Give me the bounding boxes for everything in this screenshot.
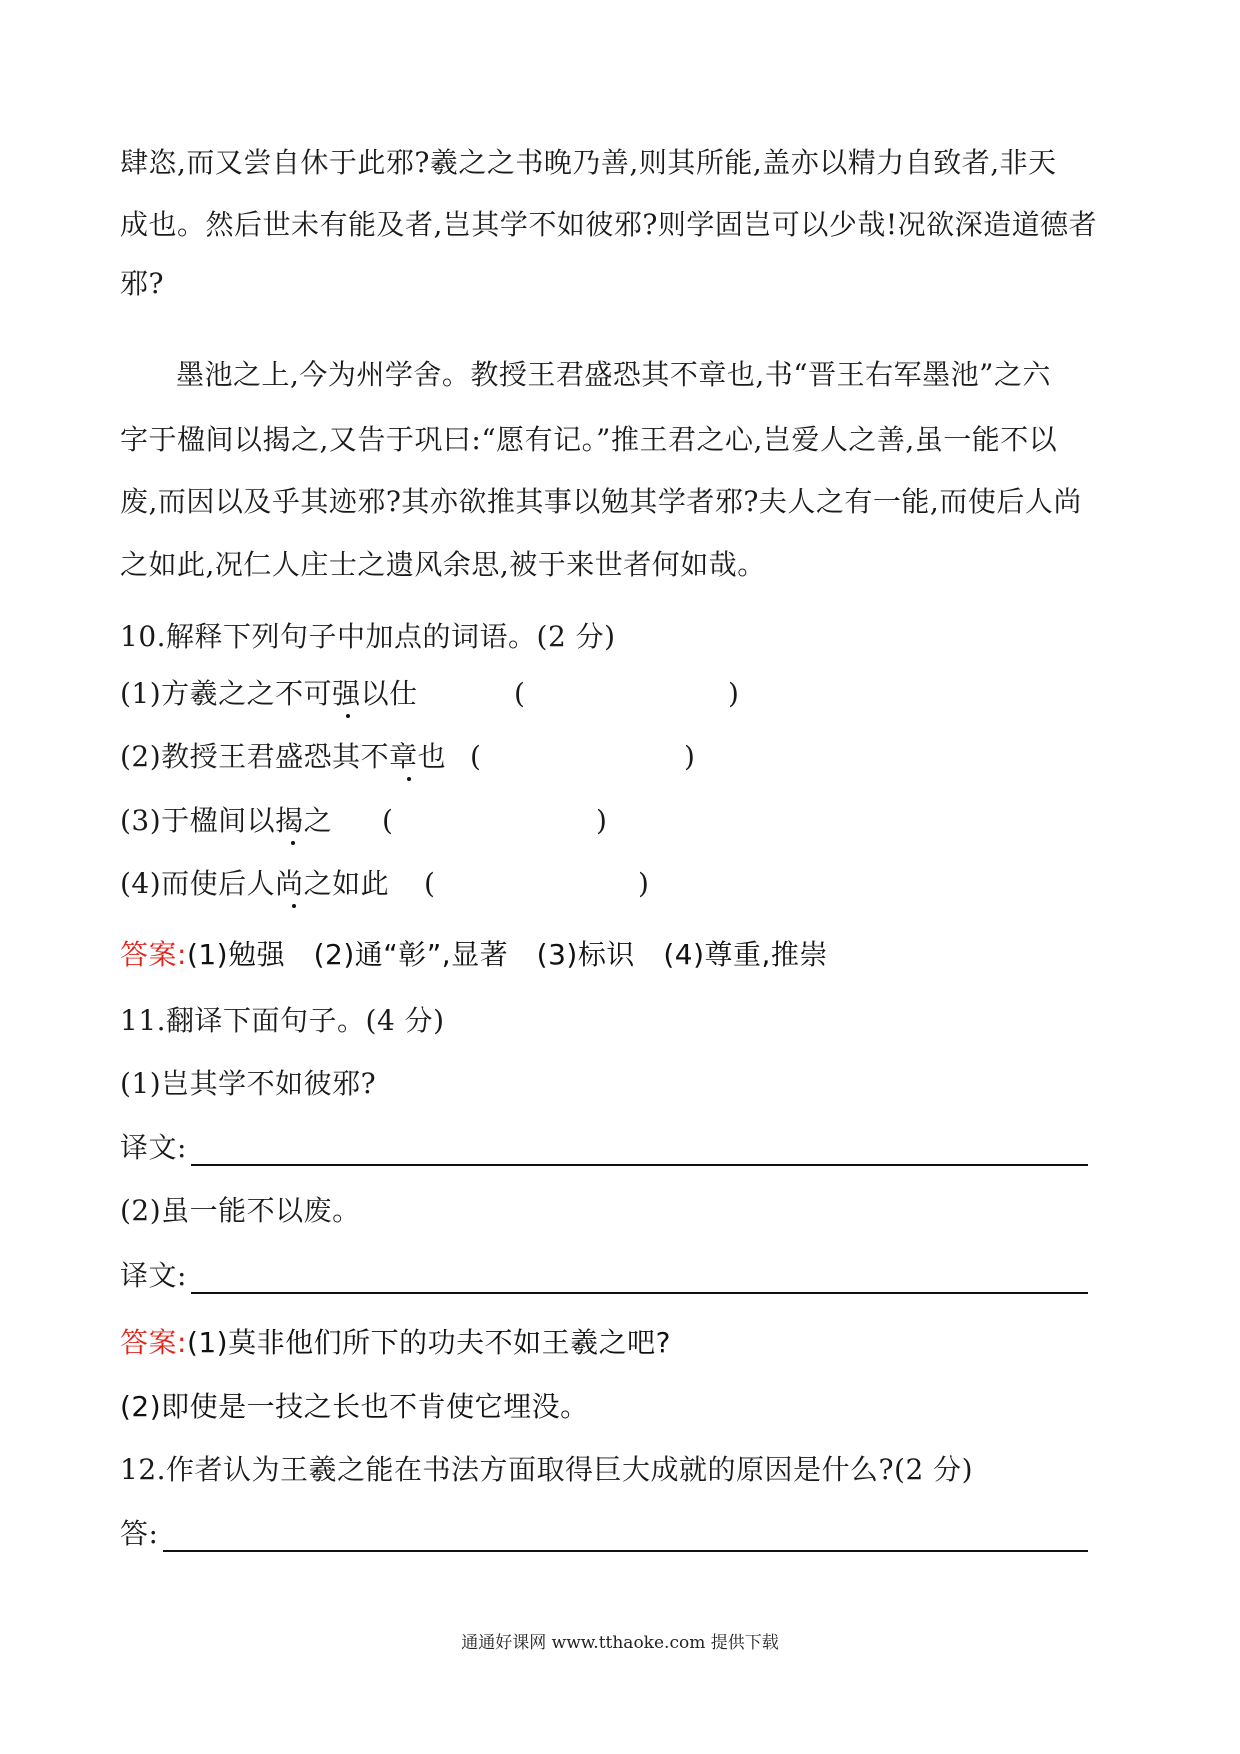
q10-item-2-close-paren: ) [684, 740, 695, 773]
emphasis-dot [292, 904, 296, 908]
q10-item-4-close-paren: ) [638, 867, 649, 900]
q12-answer-label: 答: [120, 1517, 159, 1550]
answer-text: (1)莫非他们所下的功夫不如王羲之吧? [186, 1326, 671, 1359]
answer-line [191, 1292, 1088, 1294]
q10-item-4: (4)而使后人尚之如此 [120, 867, 390, 900]
emphasis-dot [407, 777, 411, 781]
q10-item-4-open-paren: ( [424, 867, 435, 900]
passage-line: 墨池之上,今为州学舍。教授王君盛恐其不章也,书“晋王右军墨池”之六 [176, 358, 1051, 391]
q10-item-1: (1)方羲之之不可强以仕 [120, 677, 418, 710]
q10-item-3-close-paren: ) [596, 804, 607, 837]
q10-item-3-open-paren: ( [382, 804, 393, 837]
passage-line: 邪? [120, 267, 165, 300]
q10-item-1-open-paren: ( [514, 677, 525, 710]
question-10-title: 10.解释下列句子中加点的词语。(2 分) [120, 620, 616, 653]
q10-item-2-open-paren: ( [470, 740, 481, 773]
passage-line: 废,而因以及乎其迹邪?其亦欲推其事以勉其学者邪?夫人之有一能,而使后人尚 [120, 485, 1082, 518]
question-11-title: 11.翻译下面句子。(4 分) [120, 1004, 445, 1037]
answer-text: (1)勉强 (2)通“彰”,显著 (3)标识 (4)尊重,推崇 [186, 938, 828, 971]
q11-translation-1-label: 译文: [120, 1131, 187, 1164]
answer-label: 答案: [120, 1326, 187, 1359]
q11-sentence-2: (2)虽一能不以废。 [120, 1194, 361, 1227]
q11-answer-2: (2)即使是一技之长也不肯使它埋没。 [120, 1390, 589, 1423]
q10-answer [120, 935, 828, 975]
emphasis-dot [291, 841, 295, 845]
passage-line: 字于楹间以揭之,又告于巩曰:“愿有记。”推王君之心,岂爱人之善,虽一能不以 [120, 423, 1058, 456]
answer-line [163, 1550, 1088, 1552]
q11-answer-1 [120, 1323, 671, 1363]
page-footer: 通通好课网 www.tthaoke.com 提供下载 [461, 1633, 779, 1653]
answer-line [191, 1164, 1088, 1166]
q10-item-1-close-paren: ) [728, 677, 739, 710]
q11-sentence-1: (1)岂其学不如彼邪? [120, 1067, 377, 1100]
passage-line: 之如此,况仁人庄士之遗风余思,被于来世者何如哉。 [120, 548, 766, 581]
q10-item-3: (3)于楹间以揭之 [120, 804, 333, 837]
question-12-title: 12.作者认为王羲之能在书法方面取得巨大成就的原因是什么?(2 分) [120, 1453, 974, 1486]
q11-translation-2-label: 译文: [120, 1259, 187, 1292]
q10-item-2: (2)教授王君盛恐其不章也 [120, 740, 447, 773]
emphasis-dot [346, 714, 350, 718]
answer-label: 答案: [120, 938, 187, 971]
passage-line: 肆恣,而又尝自休于此邪?羲之之书晚乃善,则其所能,盖亦以精力自致者,非天 [120, 146, 1057, 179]
passage-line: 成也。然后世未有能及者,岂其学不如彼邪?则学固岂可以少哉!况欲深造道德者 [120, 208, 1098, 241]
